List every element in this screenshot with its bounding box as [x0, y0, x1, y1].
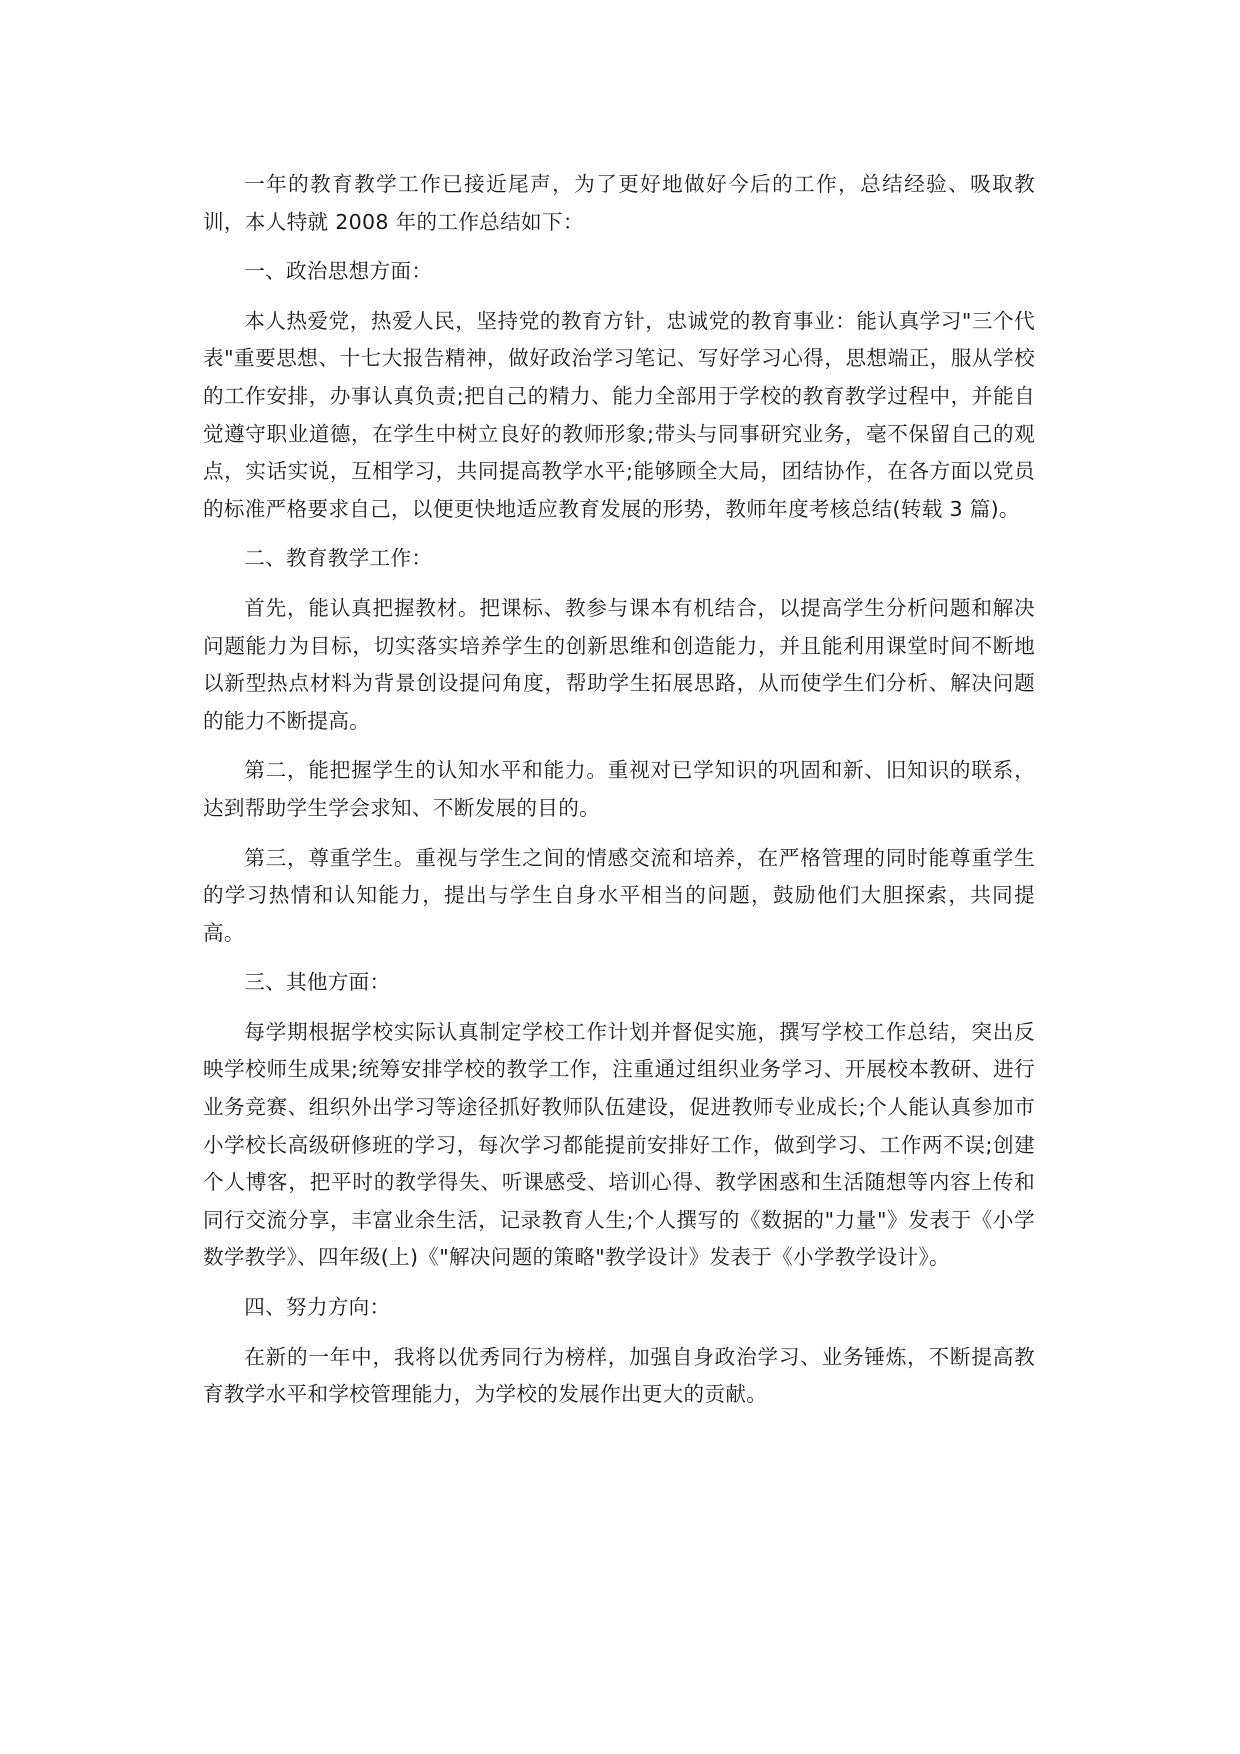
intro-paragraph: 一年的教育教学工作已接近尾声，为了更好地做好今后的工作，总结经验、吸取教训，本人特就 2008 年的工作总结如下： — [203, 172, 1035, 234]
other-paragraph: 每学期根据学校实际认真制定学校工作计划并督促实施，撰写学校工作总结，突出反映学校师生成果;统筹安排学校的教学工作，注重通过组织业务学习、开展校本教研、进行业务竞赛、组织外出学习等途径抓好教师队伍建设，促进教师专业成长;个人能认真参加市小学校长高级研修班的学习，每次学习都能提前安排好工作，做到学习、工作两不误;创建个人博客，把平时的教学得失、听课感受、培训心得、教学困惑和生活随想等内容上传和同行交流分享，丰富业余生活，记录教育人生;个人撰写的《数据的"力量"》发表于《小学数学教学》、四年级(上)《"解决问题的策略"教学设计》发表于《小学教学设计》。 — [203, 1019, 1035, 1270]
document-body — [203, 166, 1035, 1426]
teaching-paragraph-second: 第二，能把握学生的认知水平和能力。重视对已学知识的巩固和新、旧知识的联系，达到帮助学生学会求知、不断发展的目的。 — [203, 758, 1035, 820]
direction-paragraph: 在新的一年中，我将以优秀同行为榜样，加强自身政治学习、业务锤炼，不断提高教育教学水平和学校管理能力，为学校的发展作出更大的贡献。 — [203, 1344, 1035, 1407]
section-heading-politics: 一、政治思想方面： — [244, 259, 433, 284]
section-heading-direction: 四、努力方向： — [244, 1295, 391, 1320]
section-heading-teaching: 二、教育教学工作： — [244, 546, 433, 571]
section-heading-other: 三、其他方面： — [244, 970, 391, 995]
politics-paragraph: 本人热爱党，热爱人民，坚持党的教育方针，忠诚党的教育事业：能认真学习"三个代表"重要思想、十七大报告精神，做好政治学习笔记、写好学习心得，思想端正，服从学校的工作安排，办事认真负责;把自己的精力、能力全部用于学校的教育教学过程中，并能自觉遵守职业道德，在学生中树立良好的教师形象;带头与同事研究业务，毫不保留自己的观点，实话实说，互相学习，共同提高教学水平;能够顾全大局，团结协作，在各方面以党员的标准严格要求自己，以便更快地适应教育发展的形势，教师年度考核总结(转载 3 篇)。 — [203, 308, 1035, 521]
teaching-paragraph-third: 第三，尊重学生。重视与学生之间的情感交流和培养，在严格管理的同时能尊重学生的学习热情和认知能力，提出与学生自身水平相当的问题，鼓励他们大胆探索，共同提高。 — [203, 845, 1035, 945]
teaching-paragraph-first: 首先，能认真把握教材。把课标、教参与课本有机结合，以提高学生分析问题和解决问题能力为目标，切实落实培养学生的创新思维和创造能力，并且能利用课堂时间不断地以新型热点材料为背景创设提问角度，帮助学生拓展思路，从而使学生们分析、解决问题的能力不断提高。 — [203, 595, 1035, 733]
